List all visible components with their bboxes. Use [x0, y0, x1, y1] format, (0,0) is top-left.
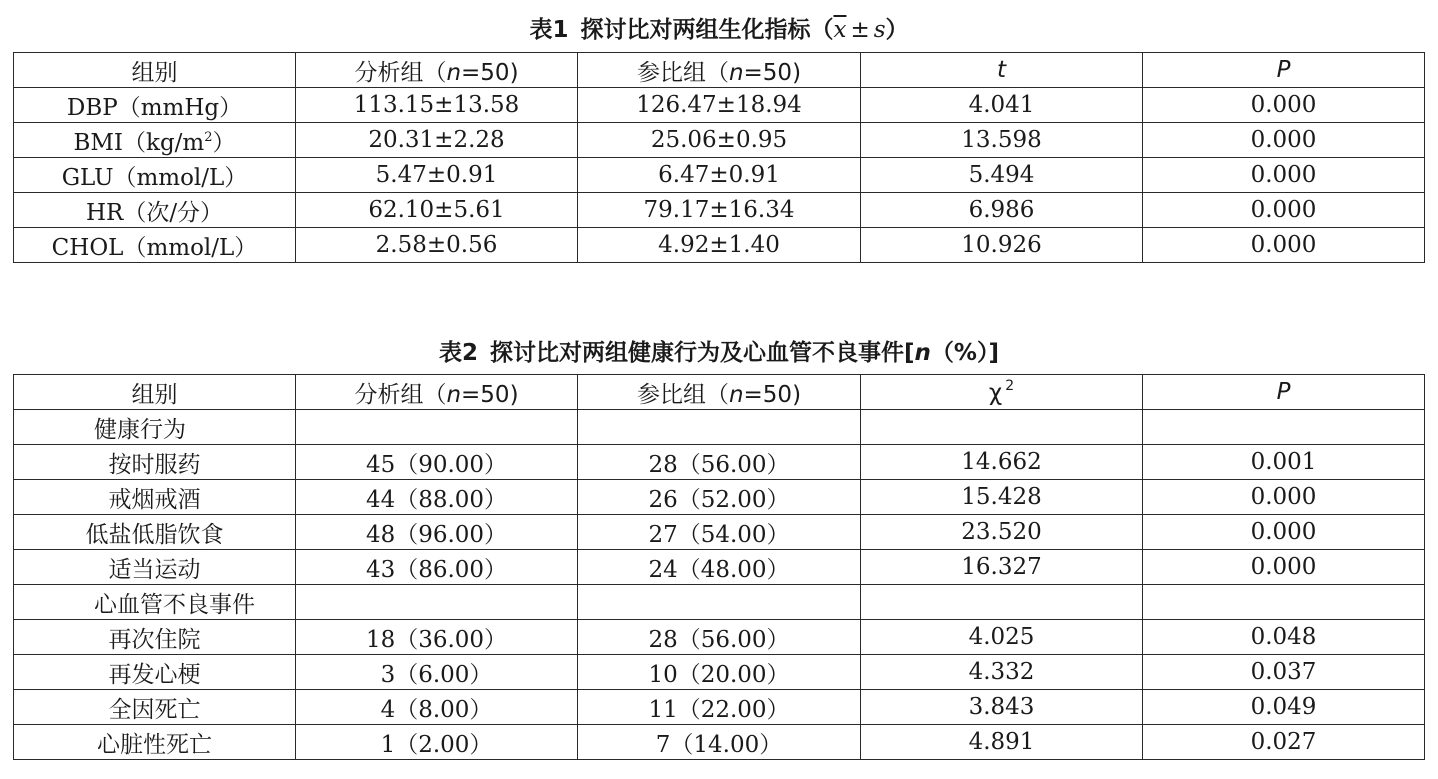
table1	[13, 52, 1425, 263]
table1-cell-p: 0.000	[1143, 88, 1425, 123]
table2-header-group: 组别	[14, 375, 296, 410]
table1-row-label-pre: BMI（kg/m	[73, 129, 205, 156]
table-row	[14, 123, 1425, 158]
table1-caption-mean-symbol: $\overline{x}$	[833, 17, 847, 43]
table2-cell-analysis: 18（36.00）	[296, 620, 578, 655]
table-row	[14, 585, 1425, 620]
table1-cell-p: 0.000	[1143, 123, 1425, 158]
table2-cell-reference	[578, 410, 861, 445]
table1-header-reference-name: 参比组	[636, 59, 706, 86]
table2-cell-stat: 3.843	[861, 690, 1143, 725]
table2-caption-label: 表2	[439, 340, 479, 366]
table2-header-analysis-n: n	[446, 381, 462, 408]
table2-header-reference	[578, 375, 861, 410]
table2-header-analysis-name: 分析组	[354, 381, 424, 408]
table2-cell-analysis: 45（90.00）	[296, 445, 578, 480]
table2-cell-analysis	[296, 410, 578, 445]
table2-cell-reference: 7（14.00）	[578, 725, 861, 760]
table2-cell-p: 0.000	[1143, 515, 1425, 550]
table2-cell-reference	[578, 585, 861, 620]
table1-cell-reference: 6.47±0.91	[578, 158, 861, 193]
table2-cell-stat	[861, 585, 1143, 620]
table1-row-label: DBP（mmHg）	[14, 88, 296, 123]
table-row	[14, 158, 1425, 193]
table1-header-analysis-name: 分析组	[354, 59, 424, 86]
table2-cell-analysis: 1（2.00）	[296, 725, 578, 760]
table-row	[14, 88, 1425, 123]
table2-cell-reference: 27（54.00）	[578, 515, 861, 550]
table1-caption-title: 探讨比对两组生化指标	[580, 17, 811, 43]
table1-caption	[0, 15, 1438, 45]
table1-header-reference-n: n	[728, 59, 744, 86]
table2-cell-stat	[861, 410, 1143, 445]
table1-cell-reference: 25.06±0.95	[578, 123, 861, 158]
table2-cell-reference: 24（48.00）	[578, 550, 861, 585]
table1-header-reference-paren: （	[705, 59, 729, 86]
table1-caption-sd-symbol: s	[873, 17, 886, 43]
table2-cell-stat: 4.332	[861, 655, 1143, 690]
table2-cell-p: 0.001	[1143, 445, 1425, 480]
table2-header-stat	[861, 375, 1143, 410]
table1-row-label: HR（次/分）	[14, 193, 296, 228]
table2-cell-stat: 23.520	[861, 515, 1143, 550]
table2-cell-analysis: 43（86.00）	[296, 550, 578, 585]
table2-cell-stat: 15.428	[861, 480, 1143, 515]
table1-row-label: GLU（mmol/L）	[14, 158, 296, 193]
table2-cell-analysis	[296, 585, 578, 620]
table2-header-stat-sup: 2	[1005, 378, 1015, 394]
table2-cell-p: 0.037	[1143, 655, 1425, 690]
table2-cell-p	[1143, 585, 1425, 620]
table1-header-stat-symbol: t	[996, 57, 1007, 83]
table1-cell-stat: 6.986	[861, 193, 1143, 228]
table1-cell-p: 0.000	[1143, 228, 1425, 263]
table2-cell-p: 0.000	[1143, 550, 1425, 585]
table2-header-reference-n: n	[728, 381, 744, 408]
table2-cell-stat: 16.327	[861, 550, 1143, 585]
table1-cell-analysis: 20.31±2.28	[296, 123, 578, 158]
table2-cell-analysis: 48（96.00）	[296, 515, 578, 550]
table2-caption-rest: （%）]	[930, 340, 999, 366]
table-row	[14, 228, 1425, 263]
table2-cell-analysis: 4（8.00）	[296, 690, 578, 725]
table2-header-analysis-paren: （	[423, 381, 447, 408]
table1-cell-reference: 126.47±18.94	[578, 88, 861, 123]
table1-header-analysis-n: n	[446, 59, 462, 86]
table2-cell-reference: 28（56.00）	[578, 445, 861, 480]
table1-cell-reference: 79.17±16.34	[578, 193, 861, 228]
table1-caption-paren-close: ）	[885, 17, 909, 43]
table2-cell-reference: 11（22.00）	[578, 690, 861, 725]
table2-cell-p: 0.000	[1143, 480, 1425, 515]
table2-cell-p	[1143, 410, 1425, 445]
table2-cell-stat: 14.662	[861, 445, 1143, 480]
table2-cell-p: 0.048	[1143, 620, 1425, 655]
table-row	[14, 690, 1425, 725]
table2-header-reference-paren: （	[705, 381, 729, 408]
table2-row-label: 适当运动	[14, 550, 296, 585]
table2-cell-reference: 26（52.00）	[578, 480, 861, 515]
table1-cell-analysis: 113.15±13.58	[296, 88, 578, 123]
table1-cell-analysis: 2.58±0.56	[296, 228, 578, 263]
table-row	[14, 480, 1425, 515]
table1-cell-stat: 13.598	[861, 123, 1143, 158]
table2	[13, 374, 1425, 760]
table2-header-row	[14, 375, 1425, 410]
table1-caption-paren-open: （	[810, 17, 834, 43]
table1-cell-analysis: 62.10±5.61	[296, 193, 578, 228]
table2-header-p	[1143, 375, 1425, 410]
table2-row-label: 再发心梗	[14, 655, 296, 690]
table1-header-analysis	[296, 53, 578, 88]
table1-header-reference	[578, 53, 861, 88]
table1-header-row	[14, 53, 1425, 88]
table1-header-p-symbol: P	[1276, 57, 1291, 83]
table2-row-label: 再次住院	[14, 620, 296, 655]
table-row	[14, 515, 1425, 550]
table2-caption-n: n	[914, 340, 931, 366]
table1-header-reference-eq: =50)	[743, 59, 802, 86]
table-row	[14, 725, 1425, 760]
table1-caption-label: 表1	[529, 17, 569, 43]
table2-row-label: 按时服药	[14, 445, 296, 480]
table2-cell-stat: 4.025	[861, 620, 1143, 655]
table2-cell-reference: 10（20.00）	[578, 655, 861, 690]
table2-header-analysis-eq: =50)	[461, 381, 519, 408]
table1-header-analysis-paren: （	[423, 59, 447, 86]
table-row	[14, 193, 1425, 228]
table-row	[14, 620, 1425, 655]
table1-row-label: CHOL（mmol/L）	[14, 228, 296, 263]
table2-header-reference-eq: =50)	[743, 381, 802, 408]
table2-cell-analysis: 3（6.00）	[296, 655, 578, 690]
table2-cell-p: 0.049	[1143, 690, 1425, 725]
table1-caption-pm: ±	[850, 17, 870, 43]
table2-row-label: 全因死亡	[14, 690, 296, 725]
table2-header-analysis	[296, 375, 578, 410]
table-row	[14, 550, 1425, 585]
table2-cell-analysis: 44（88.00）	[296, 480, 578, 515]
table2-cell-p: 0.027	[1143, 725, 1425, 760]
table2-header-stat-symbol: χ	[988, 380, 1003, 406]
table1-row-label-post: ）	[212, 129, 236, 156]
table2-row-label: 戒烟戒酒	[14, 480, 296, 515]
table1-cell-stat: 5.494	[861, 158, 1143, 193]
table1-row-label	[14, 123, 296, 158]
table1-cell-analysis: 5.47±0.91	[296, 158, 578, 193]
table2-caption	[0, 338, 1438, 368]
table2-row-label: 心脏性死亡	[14, 725, 296, 760]
table1-cell-p: 0.000	[1143, 158, 1425, 193]
table2-group-label: 健康行为	[14, 410, 296, 445]
table1-cell-stat: 10.926	[861, 228, 1143, 263]
table1-row-label-sup: 2	[204, 129, 213, 145]
table2-caption-title: 探讨比对两组健康行为及心血管不良事件[	[490, 340, 915, 366]
table2-row-label: 低盐低脂饮食	[14, 515, 296, 550]
table1-cell-p: 0.000	[1143, 193, 1425, 228]
table2-group-label: 心血管不良事件	[14, 585, 296, 620]
table1-header-p	[1143, 53, 1425, 88]
table1-header-group: 组别	[14, 53, 296, 88]
table-row	[14, 655, 1425, 690]
table1-cell-reference: 4.92±1.40	[578, 228, 861, 263]
table-row	[14, 445, 1425, 480]
table1-cell-stat: 4.041	[861, 88, 1143, 123]
table2-cell-stat: 4.891	[861, 725, 1143, 760]
table1-header-stat	[861, 53, 1143, 88]
table2-cell-reference: 28（56.00）	[578, 620, 861, 655]
table-row	[14, 410, 1425, 445]
table2-header-p-symbol: P	[1276, 379, 1291, 405]
table2-header-reference-name: 参比组	[636, 381, 706, 408]
table1-header-analysis-eq: =50)	[461, 59, 519, 86]
